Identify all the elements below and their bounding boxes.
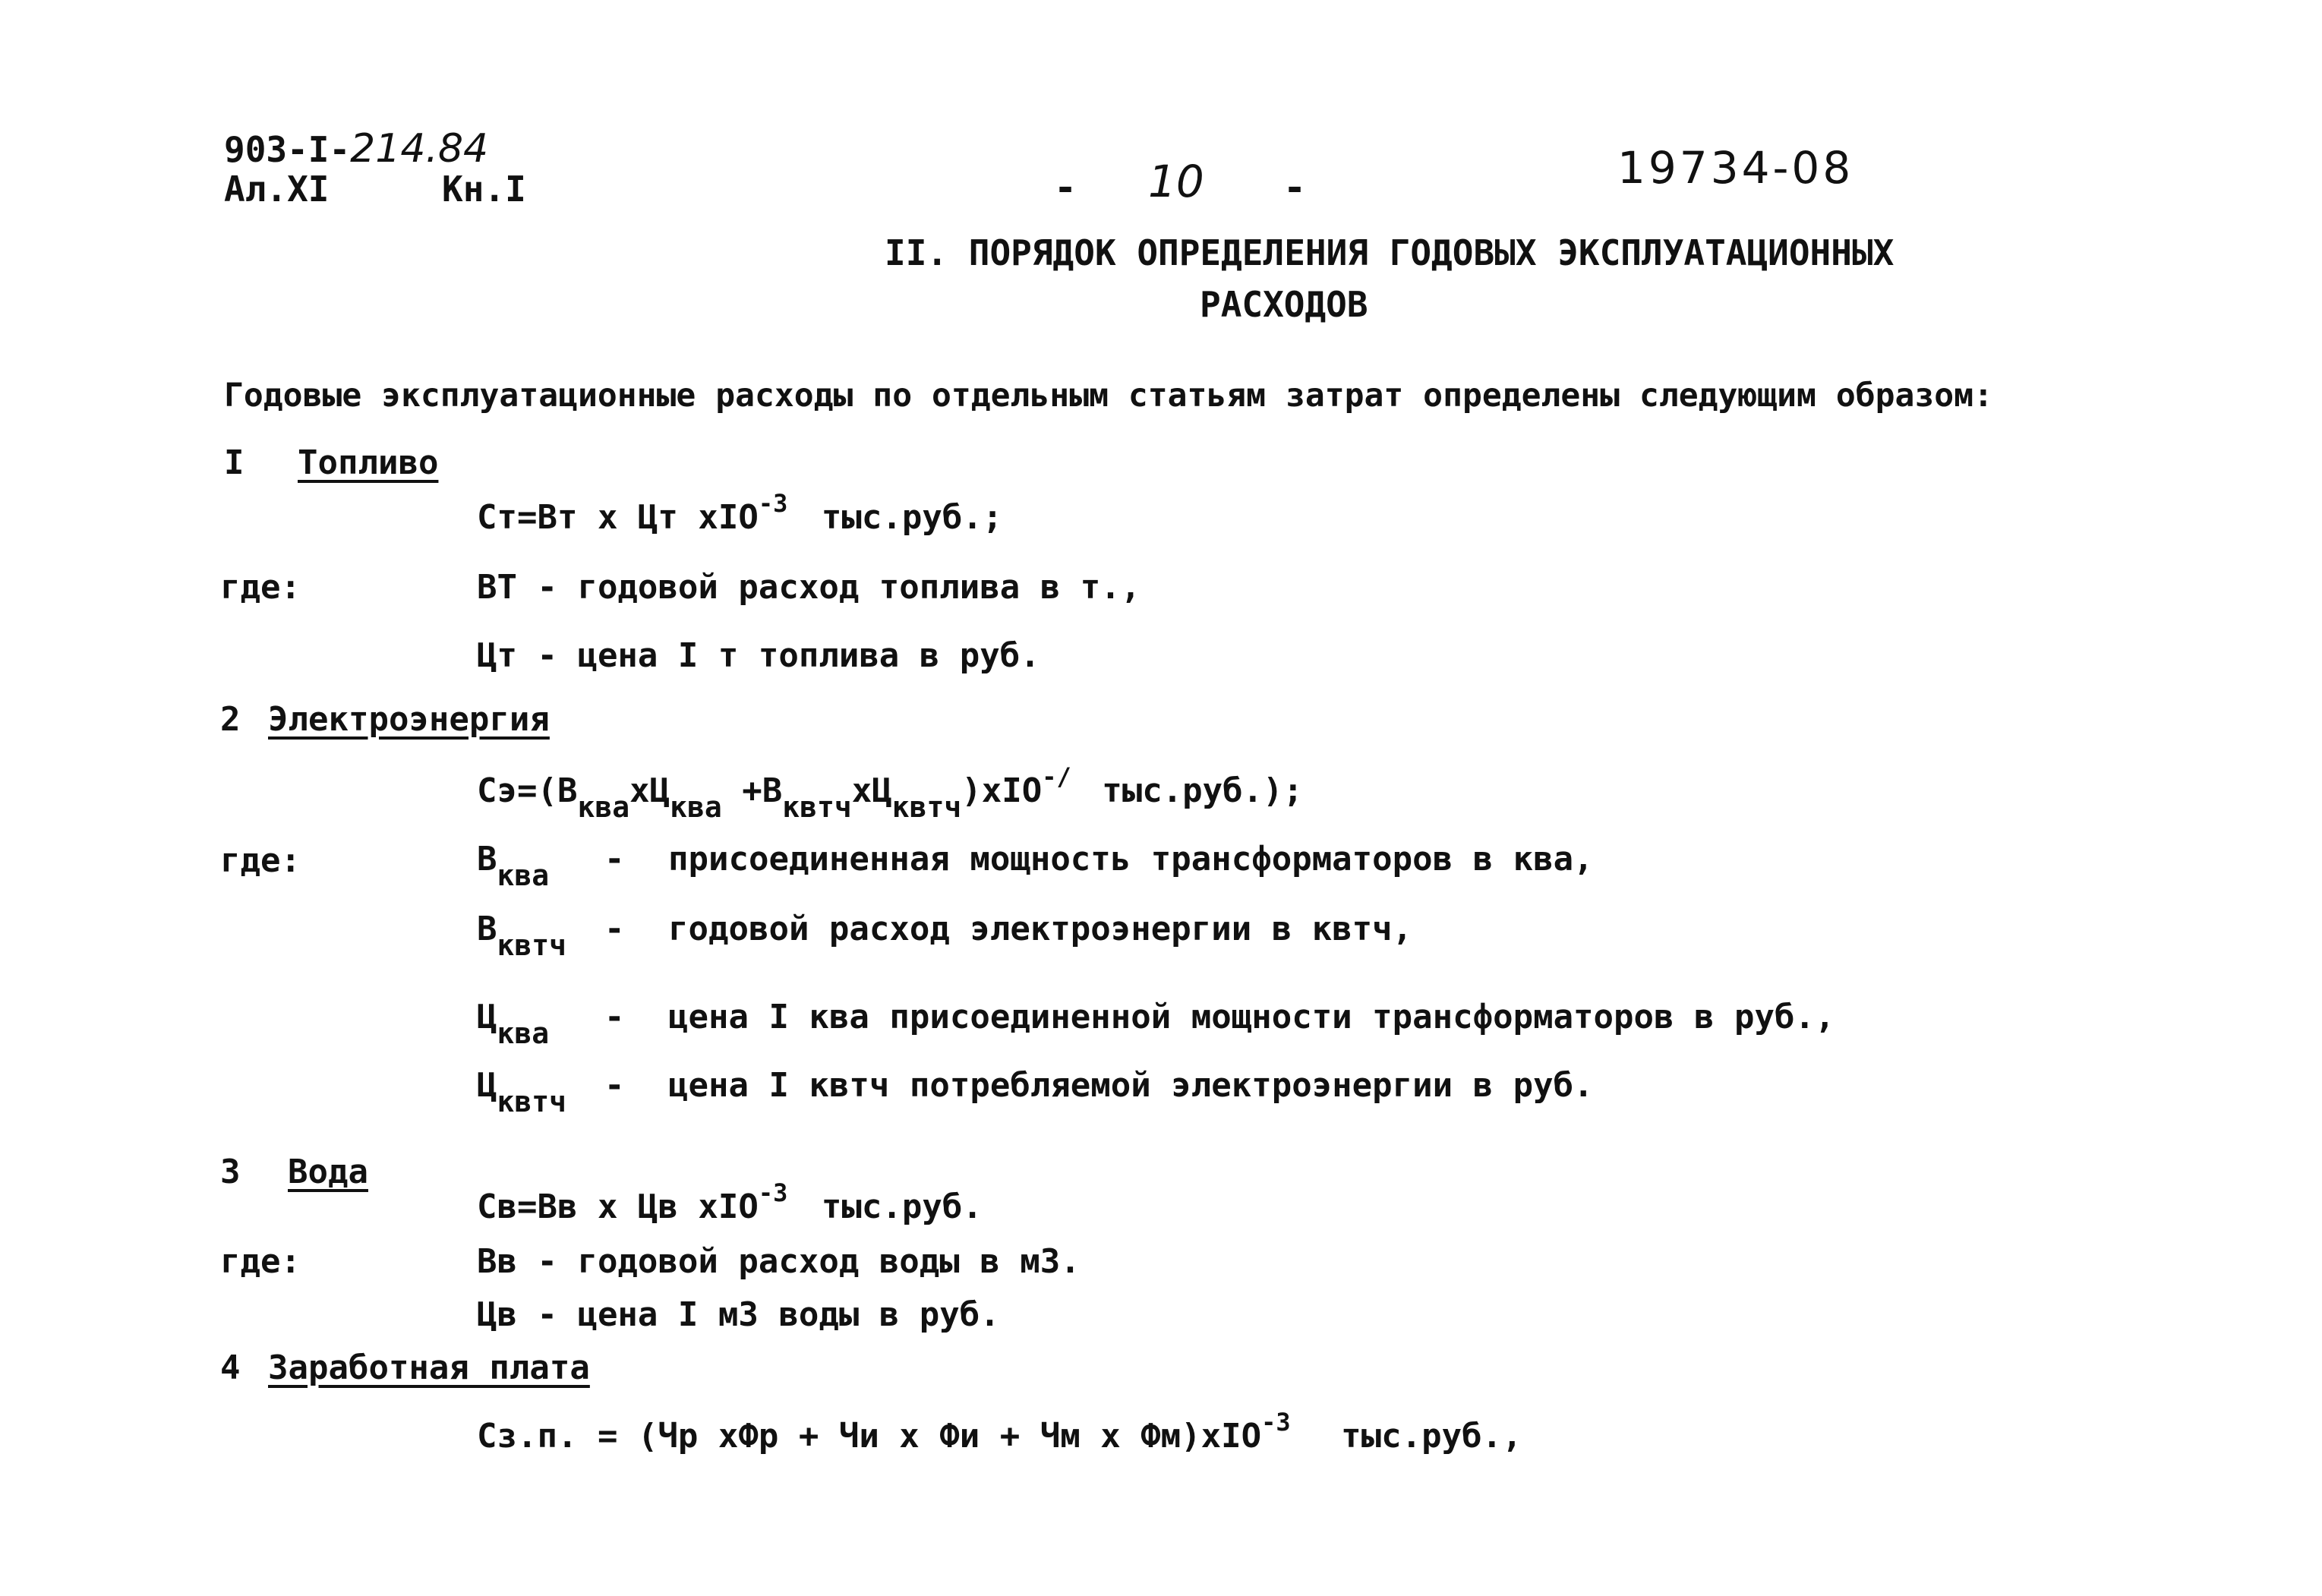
book-label: Кн.I: [442, 169, 526, 210]
electric-def-symbol: Ц: [477, 998, 497, 1036]
electric-number: 2: [220, 700, 241, 739]
archive-number: 19734-08: [1617, 142, 1854, 194]
electric-formula-part: )xIO: [961, 771, 1043, 810]
water-formula-unit: тыс.руб.: [821, 1188, 983, 1226]
fuel-def-consumption: ВТ - годовой расход топлива в т.,: [477, 568, 1141, 607]
doc-code-prefix: 903-I-: [224, 129, 351, 170]
salary-number: 4: [220, 1348, 241, 1387]
electric-formula-part: xЦ: [629, 771, 670, 810]
electric-formula-unit: тыс.руб.);: [1102, 771, 1304, 810]
salary-formula-unit: тыс.руб.,: [1341, 1417, 1522, 1456]
electric-def-symbol: В: [477, 840, 497, 878]
fuel-formula-exp: -3: [758, 489, 788, 518]
electric-formula: [477, 762, 1304, 824]
electric-formula-exp: -/: [1042, 762, 1071, 791]
fuel-formula-main: Ст=Вт x Цт xIO: [477, 498, 759, 537]
salary-formula: [477, 1408, 1522, 1456]
fuel-formula: [477, 489, 1003, 537]
electric-def-subscript: квтч: [497, 1085, 567, 1118]
electric-where: где:: [220, 841, 301, 880]
electric-formula-sub: ква: [577, 790, 630, 824]
electric-def-row: [477, 1066, 567, 1118]
section-title-line2: РАСХОДОВ: [1200, 284, 1368, 325]
water-formula-main: Св=Вв x Цв xIO: [477, 1188, 759, 1226]
electric-def-symbol: Ц: [477, 1066, 497, 1105]
electric-def-dash: -: [604, 840, 625, 878]
electric-formula-part: Сэ=(В: [477, 771, 578, 810]
electric-def-symbol: В: [477, 910, 497, 948]
album-label: Ал.XI: [224, 169, 330, 210]
electric-def-subscript: ква: [497, 859, 550, 892]
doc-code-handwritten: 214.84: [350, 126, 489, 172]
electric-def-subscript: ква: [497, 1017, 550, 1050]
electric-formula-sub: квтч: [782, 790, 852, 824]
electric-def-row: [477, 840, 550, 892]
electric-def-dash: -: [604, 1066, 625, 1105]
electric-title: Электроэнергия: [268, 700, 550, 739]
electric-formula-sub: квтч: [891, 790, 962, 824]
electric-formula-sub: ква: [670, 790, 722, 824]
intro-text: Годовые эксплуатационные расходы по отдельным статьям затрат определены следующим образом:: [224, 377, 1993, 415]
electric-def-text: цена I ква присоединенной мощности трансформаторов в руб.,: [668, 998, 1835, 1036]
doc-code: [224, 126, 489, 172]
section-title-line1: II. ПОРЯДОК ОПРЕДЕЛЕНИЯ ГОДОВЫХ ЭКСПЛУАТАЦИОННЫХ: [885, 232, 1895, 273]
water-formula: [477, 1178, 983, 1226]
water-title: Вода: [288, 1153, 368, 1191]
electric-formula-part: xЦ: [851, 771, 892, 810]
fuel-formula-unit: тыс.руб.;: [821, 498, 1003, 537]
fuel-def-price: Цт - цена I т топлива в руб.: [477, 636, 1040, 675]
water-number: 3: [220, 1153, 241, 1191]
water-where: где:: [220, 1242, 301, 1281]
page-dash-right: -: [1283, 166, 1307, 210]
salary-formula-exp: -3: [1261, 1408, 1291, 1437]
fuel-heading: [224, 443, 439, 482]
electric-def-dash: -: [604, 998, 625, 1036]
page-dash-left: -: [1054, 166, 1077, 210]
salary-title: Заработная плата: [268, 1348, 590, 1387]
electric-heading: [220, 700, 550, 739]
electric-def-row: [477, 910, 567, 962]
electric-formula-part: +В: [721, 771, 783, 810]
water-def-consumption: Вв - годовой расход воды в м3.: [477, 1242, 1081, 1281]
water-def-price: Цв - цена I м3 воды в руб.: [477, 1295, 1000, 1334]
fuel-where: где:: [220, 568, 301, 607]
electric-def-text: годовой расход электроэнергии в квтч,: [668, 910, 1413, 948]
electric-def-subscript: квтч: [497, 929, 567, 962]
water-formula-exp: -3: [758, 1178, 788, 1207]
fuel-number: I: [224, 443, 245, 482]
electric-def-text: цена I квтч потребляемой электроэнергии в руб.: [668, 1066, 1594, 1105]
electric-def-dash: -: [604, 910, 625, 948]
fuel-title: Топливо: [298, 443, 439, 482]
salary-heading: [220, 1348, 590, 1387]
page-number: 10: [1148, 156, 1204, 207]
water-heading: [220, 1153, 368, 1191]
electric-def-text: присоединенная мощность трансформаторов в ква,: [668, 840, 1594, 878]
salary-formula-main: Сз.п. = (Чр xФр + Чи x Фи + Чм x Фм)xIO: [477, 1417, 1262, 1456]
electric-def-row: [477, 998, 550, 1050]
